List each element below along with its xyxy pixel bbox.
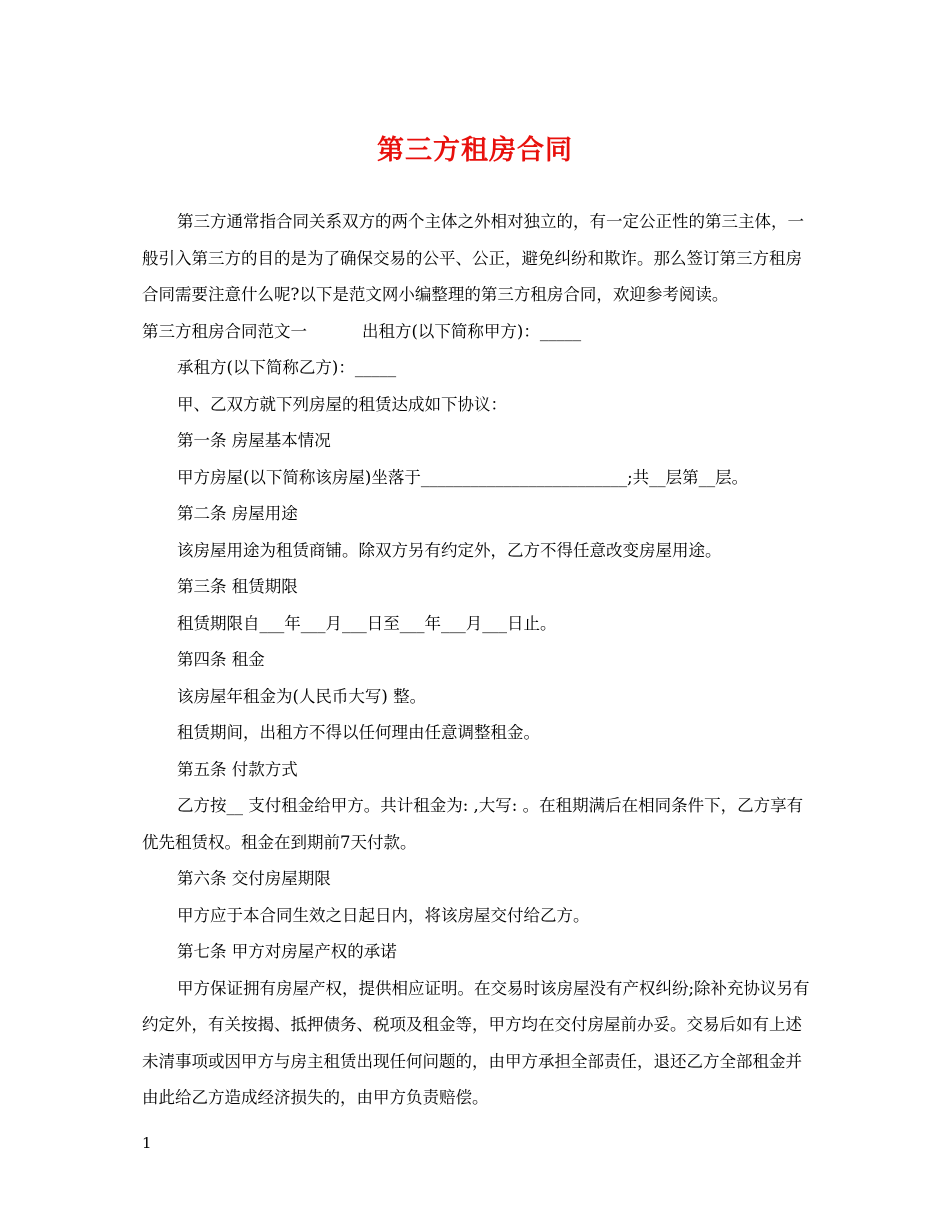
document-body: [142, 204, 810, 1117]
article3-title: 第三条 租赁期限: [177, 577, 298, 596]
article7-title: 第七条 甲方对房屋产权的承诺: [177, 942, 397, 961]
agreement-line: 甲、乙双方就下列房屋的租赁达成如下协议：: [177, 394, 507, 414]
article5-title: 第五条 付款方式: [177, 759, 298, 779]
page-number: 1: [142, 1134, 152, 1152]
article5-text: 乙方按__ 支付租金给甲方。共计租金为: ,大写: 。在租期满后在相同条件下，乙方享有优先租赁权。租金在到期前7天付款。: [142, 796, 804, 852]
article1-title: 第一条 房屋基本情况: [177, 431, 331, 450]
intro-paragraph: 第三方通常指合同关系双方的两个主体之外相对独立的，有一定公正性的第三主体，一般引入第三方的目的是为了确保交易的公平、公正，避免纠纷和欺诈。那么签订第三方租房合同需要注意什么呢?以下是范文网小编整理的第三方租房合同，欢迎参考阅读。: [142, 212, 804, 304]
article4-text2: 租赁期间，出租方不得以任何理由任意调整租金。: [177, 723, 540, 742]
sample-heading-line: [142, 314, 810, 351]
article2-text: 该房屋用途为租赁商铺。除双方另有约定外，乙方不得任意改变房屋用途。: [177, 540, 722, 560]
article6-text: 甲方应于本合同生效之日起日内，将该房屋交付给乙方。: [177, 905, 590, 925]
article4-title: 第四条 租金: [177, 650, 265, 669]
article4-text1: 该房屋年租金为(人民币大写) 整。: [177, 686, 427, 706]
lessor-line: 出租方(以下简称甲方)：_____: [362, 321, 582, 341]
article1-text: 甲方房屋(以下简称该房屋)坐落于_________________________;共__层第__层。: [177, 467, 749, 487]
sample-heading: 第三方租房合同范文一: [142, 321, 307, 341]
document-title: 第三方租房合同: [377, 135, 573, 166]
lessee-line: 承租方(以下简称乙方)：_____: [177, 358, 397, 377]
article7-text: 甲方保证拥有房屋产权，提供相应证明。在交易时该房屋没有产权纠纷;除补充协议另有约定外，有关按揭、抵押债务、税项及租金等，甲方均在交付房屋前办妥。交易后如有上述未清事项或因甲方与房主租赁出现任何问题的，由甲方承担全部责任，退还乙方全部租金并由此给乙方造成经济损失的，由甲方负责赔偿。: [142, 978, 810, 1107]
article2-title: 第二条 房屋用途: [177, 504, 298, 523]
article6-title: 第六条 交付房屋期限: [177, 869, 331, 888]
article3-text: 租赁期限自___年___月___日至___年___月___日止。: [177, 613, 557, 633]
